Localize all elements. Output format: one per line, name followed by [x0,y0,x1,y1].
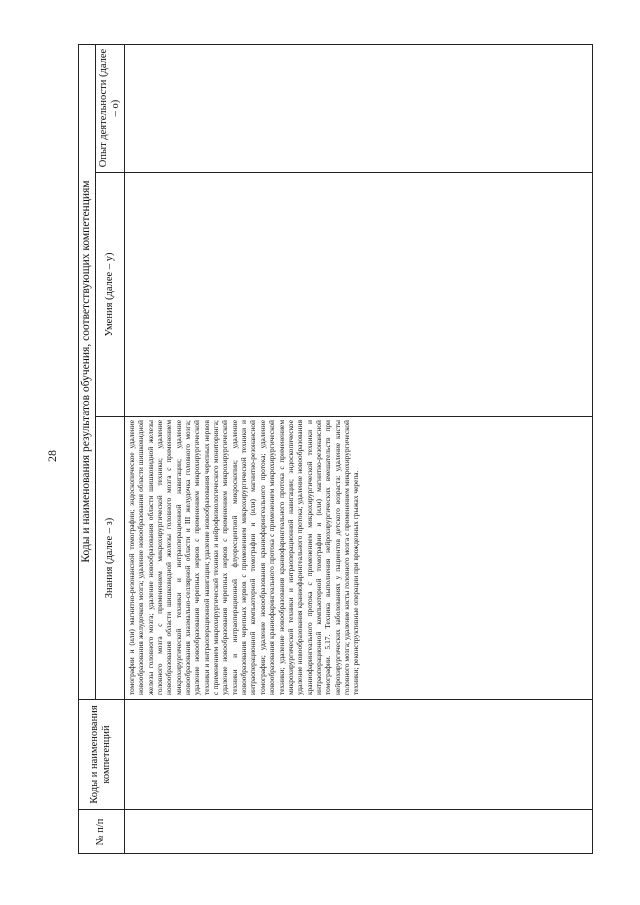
page-number: 28 [44,450,59,462]
header-knowledge: Знания (далее – з) [96,416,125,699]
header-codes: Коды и наименования компетенций [78,699,125,809]
header-skills: Умения (далее – у) [96,172,125,416]
row-experience [125,44,593,172]
row-skills [125,172,593,416]
header-experience: Опыт деятельности (далее – о) [96,44,125,172]
header-group: Коды и наименования результатов обучения, соответствующих компетенциям [78,44,96,699]
knowledge-paragraph: томографии и (или) магнитно-резонансной томографии; эндоскопическое удаление новообразования желудочков мозга; удаление новообразования области шишковидной железы головного мозга; удаление новообразования области шишковидной железы головного мозга с применением микрохирургической техники; удаление новообразования области шишковидной железы головного мозга с применением микрохирургической техники и интраоперационной навигации; удаление новообразования хиазмально-селлярной области и III желудочка головного мозга; удаление новообразования черепных нервов с применением микрохирургической техники и интраоперационной навигации; удаление новообразования черепных нервов с применением микрохирургической техники и нейрофизиологического мониторинга; удаление новообразования черепных нервов с применением микрохирургической техники и интраоперационной флуоресцентной микроскопии; удаление новообразования черепных нервов с применением микрохирургической техники и интраоперационной компьютерной томографии и (или) магнитно-резонансной томографии; удаление новообразования краниофарингеального протока; удаление новообразования краниофарингеального протока с применением микрохирургической техники; удаление новообразования краниофарингеального протока с применением микрохирургической техники и интраоперационной навигации; эндоскопическое удаление новообразования краниофарингеального протока; удаление новообразования краниофарингеального протока с применением микрохирургической техники и интраоперационной компьютерной томографии и (или) магнитно-резонансной томографии. 5.17. Техника выполнения нейрохирургических вмешательств при нейрохирургических заболеваниях у пациентов детского возраста: удаление кисты головного мозга; удаление кисты головного мозга с применением микрохирургической техники; реконструктивные операции при врожденных грыжах черепа. [127,419,361,695]
header-num: № п/п [78,809,125,854]
row-codes [125,699,593,809]
row-num [125,809,593,854]
rotated-table [78,44,593,854]
row-knowledge-text [125,416,593,699]
